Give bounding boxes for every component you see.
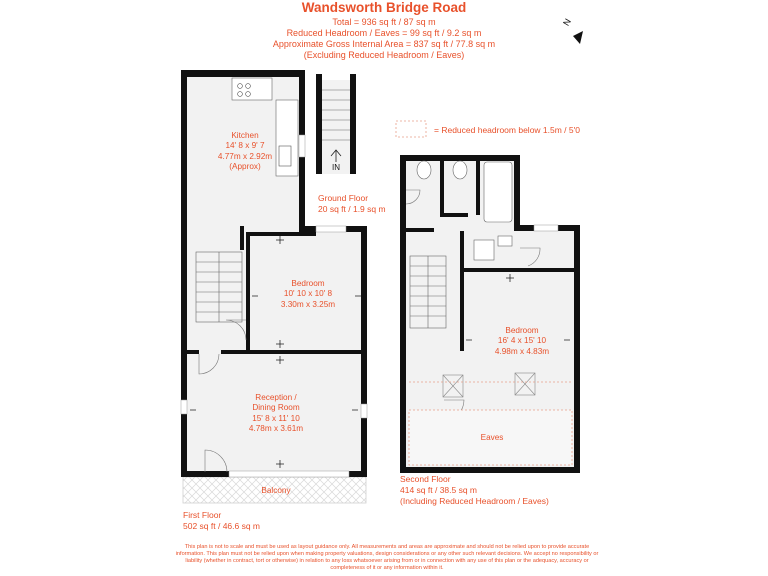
first-floor-label (183, 510, 260, 532)
bedroom-2-imperial: 16' 4 x 15' 10 (497, 336, 547, 346)
kitchen-note: (Approx) (229, 161, 261, 171)
entrance-label: IN (332, 163, 340, 172)
balcony-label: Balcony (261, 486, 291, 495)
second-floor-plan (400, 155, 580, 473)
reception-label (236, 393, 316, 434)
reduced-headroom-area: Reduced Headroom / Eaves = 99 sq ft / 9.2 sq m (286, 28, 482, 38)
bedroom-1-name: Bedroom (291, 279, 325, 288)
reduced-headroom-legend: = Reduced headroom below 1.5m / 5'0 (434, 125, 580, 135)
page-title: Wandsworth Bridge Road (301, 0, 467, 15)
ground-floor-area: 20 sq ft / 1.9 sq m (318, 204, 386, 215)
gross-internal-area: Approximate Gross Internal Area = 837 sq ft / 77.8 sq m (272, 39, 496, 49)
reception-metric: 4.78m x 3.61m (248, 423, 304, 433)
second-floor-note: (Including Reduced Headroom / Eaves) (400, 496, 549, 507)
ground-floor-label (318, 193, 386, 215)
second-floor-area: 414 sq ft / 38.5 sq m (400, 485, 478, 496)
reduced-headroom-swatch (396, 121, 426, 137)
disclaimer-text: This plan is not to scale and must be used as layout guidance only. All measurements and areas are approximate and should not be relied upon to provide accurate information. This plan must not be relied upon when making property valuations, design considerations or any other such relevant decisions. We accept no responsibility or liability (whether in contract, tort or otherwise) in relation to any loss whatsoever arising from or in connection with any use of this plan or the adequacy, accuracy or completeness of it or any information within it. (175, 544, 599, 572)
reception-name: Reception / (255, 393, 297, 402)
ground-floor-name: Ground Floor (318, 193, 369, 203)
kitchen-imperial: 14' 8 x 9' 7 (225, 141, 265, 151)
bedroom-2-label (482, 326, 562, 357)
total-area: Total = 936 sq ft / 87 sq m (332, 17, 436, 27)
first-floor-area: 502 sq ft / 46.6 sq m (183, 521, 261, 532)
north-label: N (561, 16, 573, 28)
kitchen-label (205, 131, 285, 172)
first-floor-name: First Floor (183, 510, 222, 520)
second-floor-label (400, 474, 549, 507)
second-floor-name: Second Floor (400, 474, 451, 484)
bedroom-1-metric: 3.30m x 3.25m (280, 299, 336, 309)
excluding-note: (Excluding Reduced Headroom / Eaves) (303, 50, 465, 60)
eaves-label: Eaves (480, 433, 504, 442)
bedroom-2-name: Bedroom (505, 326, 539, 335)
bedroom-1-label (268, 279, 348, 310)
ground-floor-plan (316, 74, 356, 174)
reception-imperial: 15' 8 x 11' 10 (252, 413, 300, 423)
bedroom-2-metric: 4.98m x 4.83m (494, 346, 550, 356)
bedroom-1-imperial: 10' 10 x 10' 8 (283, 289, 333, 299)
kitchen-metric: 4.77m x 2.92m (217, 151, 273, 161)
kitchen-name: Kitchen (231, 131, 259, 140)
reception-name-2: Dining Room (252, 403, 300, 413)
